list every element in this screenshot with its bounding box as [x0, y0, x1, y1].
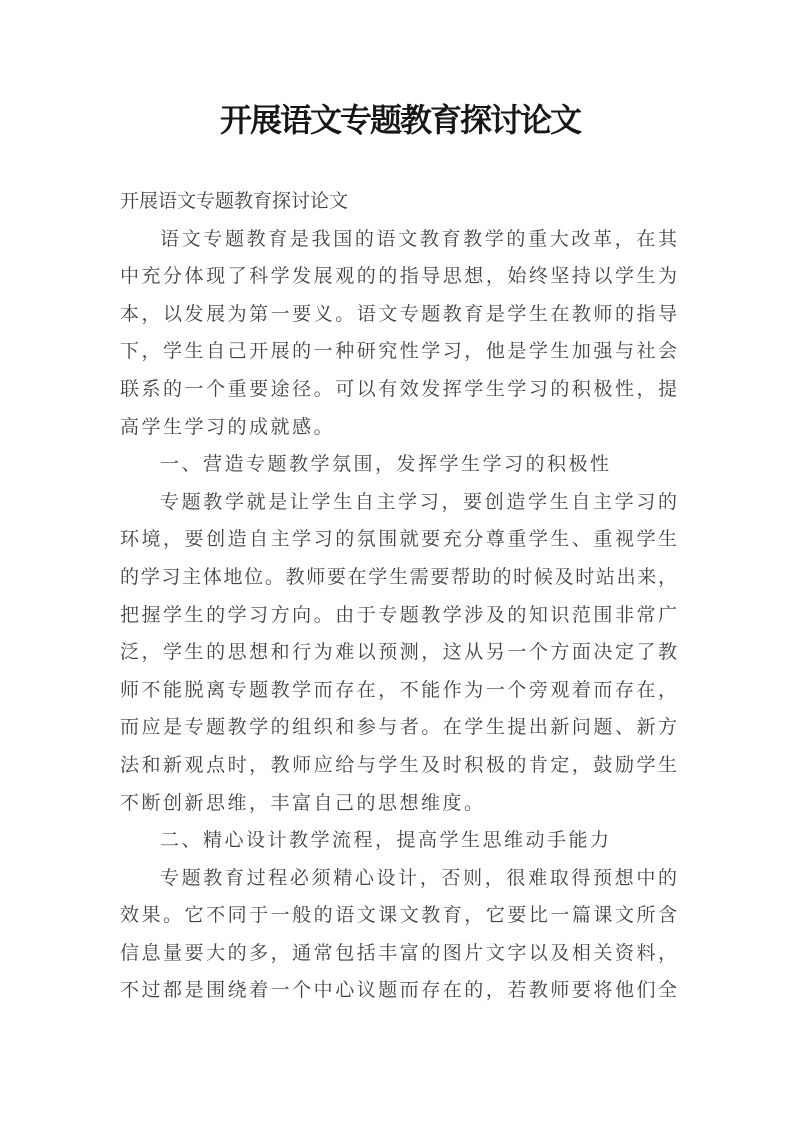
text-line: 开展语文专题教育探讨论文 [120, 191, 349, 212]
text-line: 的学习主体地位。教师要在学生需要帮助的时候及时站出来， [120, 566, 678, 588]
text-line: 中充分体现了科学发展观的的指导思想，始终坚持以学生为 [120, 266, 678, 288]
text-line: 效果。它不同于一般的语文课文教育，它要比一篇课文所含 [120, 905, 678, 927]
text-line: 二、精心设计教学流程，提高学生思维动手能力 [160, 830, 612, 852]
text-line: 本，以发展为第一要义。语文专题教育是学生在教师的指导 [120, 303, 678, 325]
text-line: 一、营造专题教学氛围，发挥学生学习的积极性 [160, 454, 612, 476]
text-line: 下，学生自己开展的一种研究性学习，他是学生加强与社会 [120, 341, 678, 363]
text-line: 把握学生的学习方向。由于专题教学涉及的知识范围非常广 [120, 604, 678, 626]
text-line: 专题教学就是让学生自主学习，要创造学生自主学习的 [160, 491, 678, 513]
text-line: 不断创新思维，丰富自己的思想维度。 [120, 792, 486, 814]
text-line: 信息量要大的多，通常包括丰富的图片文字以及相关资料， [120, 942, 678, 964]
text-line: 语文专题教育是我国的语文教育教学的重大改革，在其 [160, 228, 678, 250]
text-line: 环境，要创造自主学习的氛围就要充分尊重学生、重视学生 [120, 529, 678, 551]
text-line: 师不能脱离专题教学而存在，不能作为一个旁观着而存在， [120, 679, 678, 701]
text-line: 专题教育过程必须精心设计，否则，很难取得预想中的 [160, 867, 678, 889]
document-body [120, 183, 678, 1010]
text-line: 联系的一个重要途径。可以有效发挥学生学习的积极性，提 [120, 378, 678, 400]
text-line: 高学生学习的成就感。 [120, 416, 336, 438]
text-line: 不过都是围绕着一个中心议题而存在的，若教师要将他们全 [120, 980, 678, 1002]
text-line: 泛，学生的思想和行为难以预测，这从另一个方面决定了教 [120, 642, 678, 664]
text-line: 法和新观点时，教师应给与学生及时积极的肯定，鼓励学生 [120, 754, 678, 776]
text-line: 而应是专题教学的组织和参与者。在学生提出新问题、新方 [120, 717, 678, 739]
document-title: 开展语文专题教育探讨论文 [219, 102, 580, 138]
